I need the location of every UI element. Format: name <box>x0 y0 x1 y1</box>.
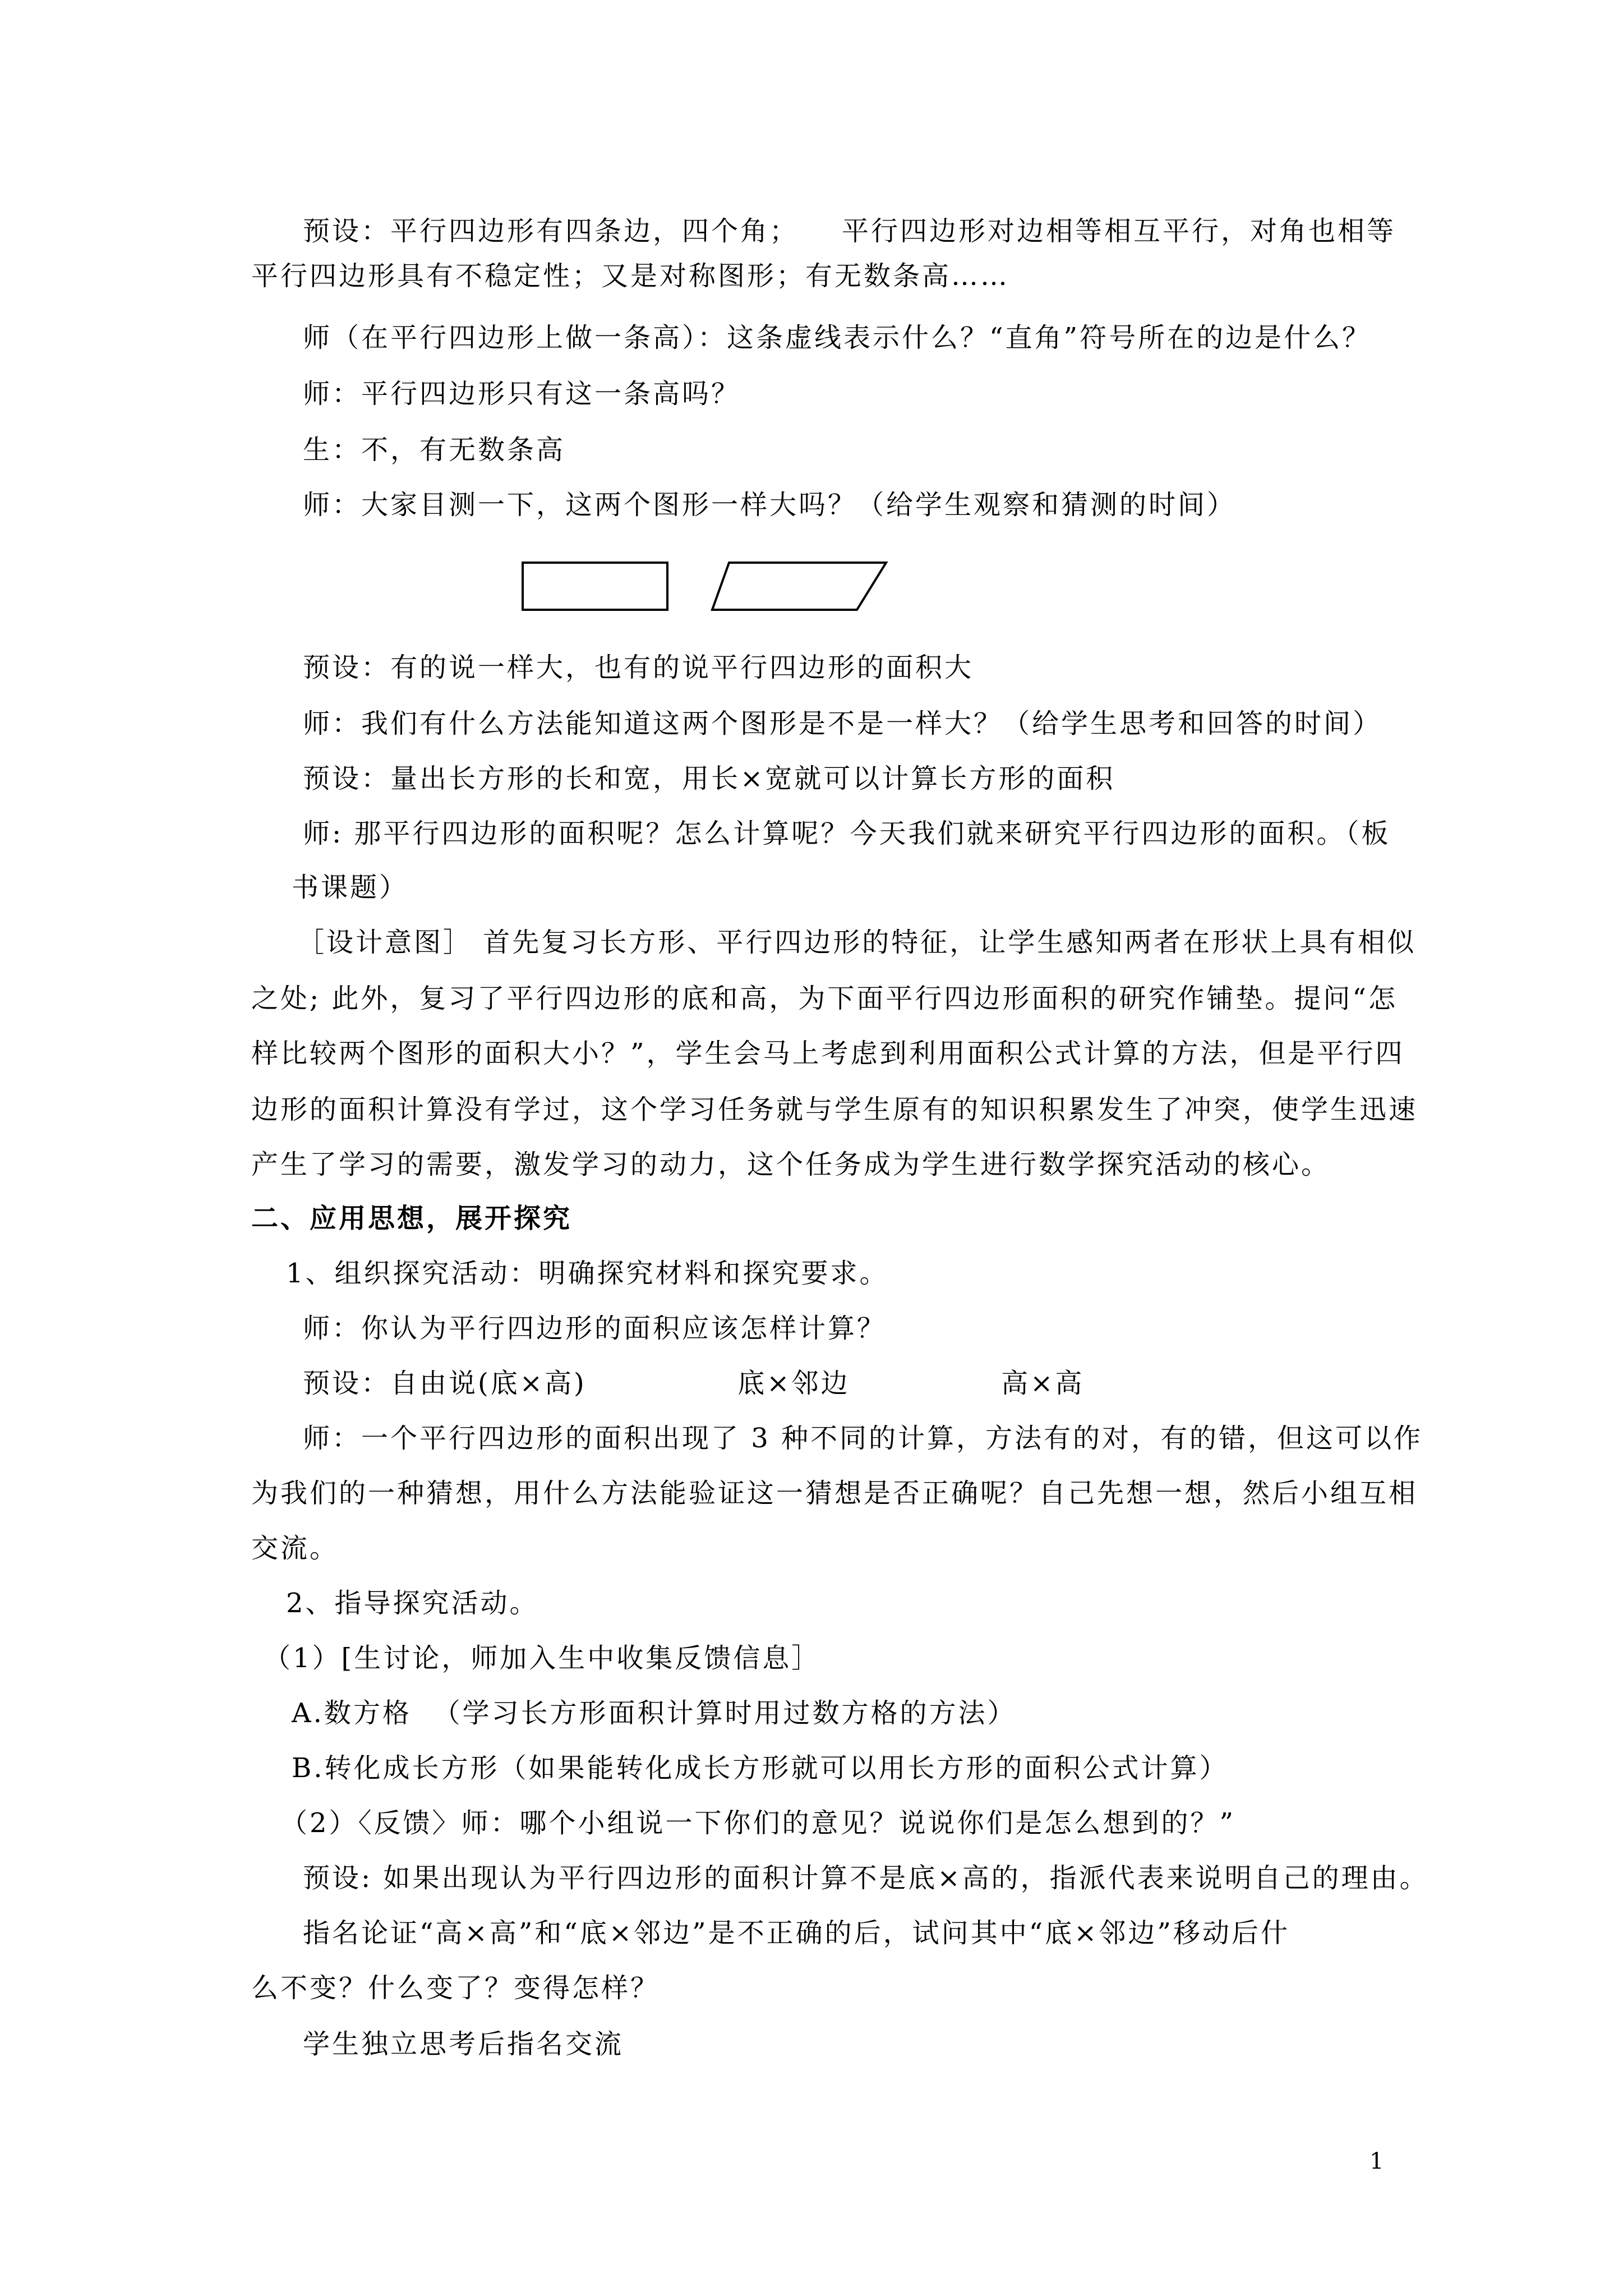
line-17: 1、组织探究活动：明确探究材料和探究要求。 <box>286 1258 889 1289</box>
line-6: 师：大家目测一下，这两个图形一样大吗？（给学生观察和猜测的时间） <box>303 489 1237 521</box>
line-31: 学生独立思考后指名交流 <box>303 2028 624 2060</box>
design-intent-3: 样比较两个图形的面积大小？”，学生会马上考虑到利用面积公式计算的方法，但是平行四 <box>251 1038 1405 1069</box>
line-1: 预设：平行四边形有四条边，四个角； 平行四边形对边相等相互平行，对角也相等 <box>303 215 1396 247</box>
line-4: 师：平行四边形只有这一条高吗？ <box>303 378 741 409</box>
rectangle-shape <box>523 563 667 610</box>
line-5: 生：不，有无数条高 <box>303 434 566 466</box>
design-intent-4: 边形的面积计算没有学过，这个学习任务就与学生原有的知识积累发生了冲突，使学生迅速 <box>251 1094 1418 1125</box>
section-heading: 二、应用思想，展开探究 <box>251 1203 573 1234</box>
line-10: 师: 那平行四边形的面积呢？怎么计算呢？今天我们就来研究平行四边形的面积。（板 <box>303 818 1391 849</box>
shapes-figure <box>516 558 897 620</box>
line-3: 师（在平行四边形上做一条高）：这条虚线表示什么？“直角”符号所在的边是什么？ <box>303 322 1372 353</box>
line-25: A.数方格 （学习长方形面积计算时用过数方格的方法） <box>292 1697 1017 1729</box>
line-22: 交流。 <box>251 1533 339 1564</box>
design-intent-1: ［设计意图］ 首先复习长方形、平行四边形的特征，让学生感知两者在形状上具有相似 <box>297 927 1417 958</box>
line-20: 师：一个平行四边形的面积出现了 3 种不同的计算，方法有的对，有的错，但这可以作 <box>303 1423 1423 1454</box>
line-27: （2）〈反馈〉师：哪个小组说一下你们的意见？说说你们是怎么想到的？” <box>280 1807 1236 1839</box>
line-18: 师：你认为平行四边形的面积应该怎样计算？ <box>303 1313 887 1344</box>
line-26: B.转化成长方形（如果能转化成长方形就可以用长方形的面积公式计算） <box>292 1752 1229 1784</box>
page-number: 1 <box>1370 2148 1384 2174</box>
line-2: 平行四边形具有不稳定性；又是对称图形；有无数条高…… <box>251 260 1010 292</box>
line-24: （1）[生讨论，师加入生中收集反馈信息］ <box>264 1642 821 1674</box>
line-29: 指名论证“高×高”和“底×邻边”是不正确的后，试问其中“底×邻边”移动后什 <box>303 1917 1290 1949</box>
line-30: 么不变？什么变了？变得怎样？ <box>251 1972 660 2004</box>
line-8: 师：我们有什么方法能知道这两个图形是不是一样大？（给学生思考和回答的时间） <box>303 708 1382 739</box>
line-28: 预设: 如果出现认为平行四边形的面积计算不是底×高的，指派代表来说明自己的理由。 <box>303 1862 1429 1894</box>
line-11: 书课题） <box>292 872 409 903</box>
line-7: 预设：有的说一样大，也有的说平行四边形的面积大 <box>303 652 974 683</box>
parallelogram-shape <box>712 563 886 610</box>
line-9: 预设：量出长方形的长和宽，用长×宽就可以计算长方形的面积 <box>303 763 1115 794</box>
line-23: 2、指导探究活动。 <box>286 1588 539 1619</box>
design-intent-2: 之处; 此外，复习了平行四边形的底和高，为下面平行四边形面积的研究作铺垫。提问“怎 <box>251 983 1398 1014</box>
line-19: 预设：自由说(底×高) 底×邻边 高×高 <box>303 1368 1085 1399</box>
line-21: 为我们的一种猜想，用什么方法能验证这一猜想是否正确呢？自己先想一想，然后小组互相 <box>251 1478 1418 1509</box>
design-intent-5: 产生了学习的需要，激发学习的动力，这个任务成为学生进行数学探究活动的核心。 <box>251 1149 1331 1180</box>
